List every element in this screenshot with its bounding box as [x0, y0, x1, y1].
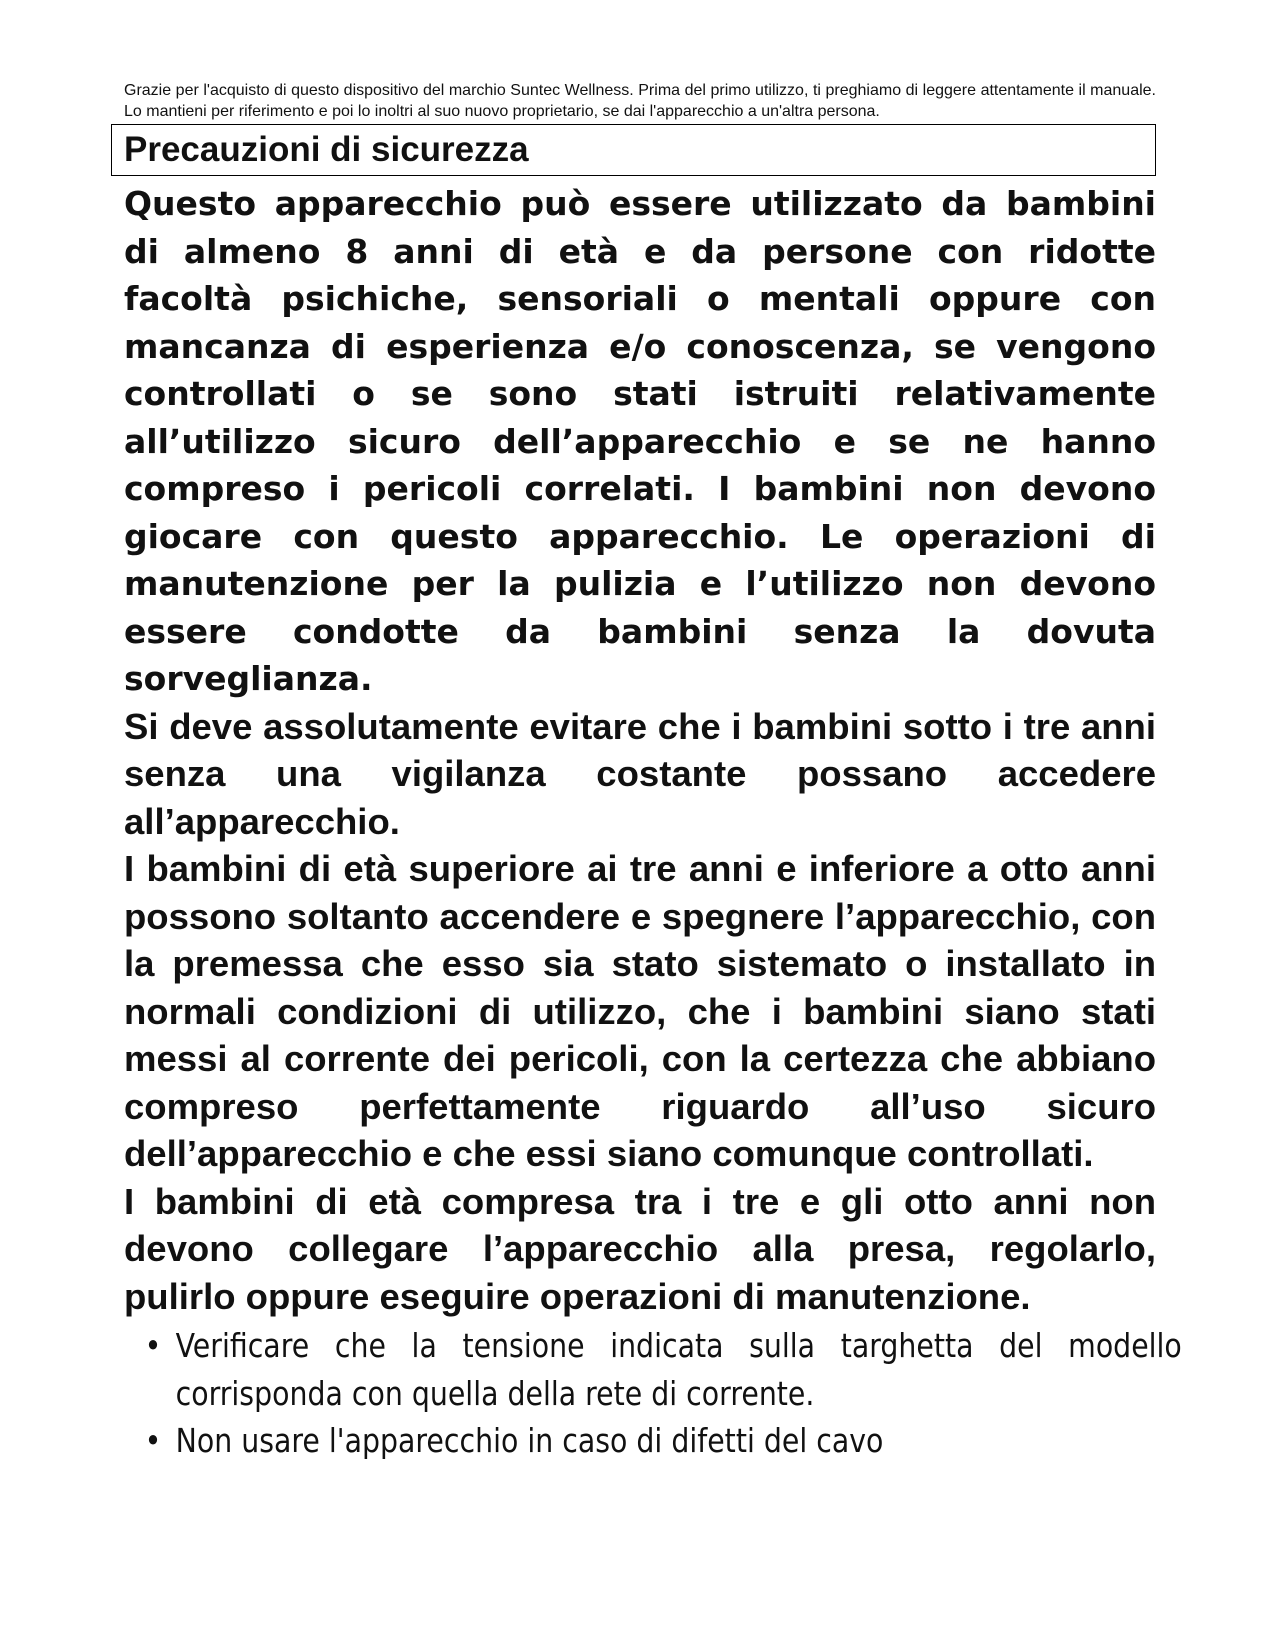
safety-bullet-list: [124, 1322, 1182, 1465]
bullet-text: Non usare l'apparecchio in caso di difetti del cavo: [175, 1421, 884, 1460]
list-item: [124, 1322, 1182, 1417]
safety-paragraph-three-to-eight: I bambini di età superiore ai tre anni e inferiore a otto anni possono soltanto accendere e spegnere l’apparecchio, con la premessa che esso sia stato sistemato o installato in normali condizioni di utilizzo, che i bambini siano stati messi al corrente dei pericoli, con la certezza che abbiano compreso perfettamente riguardo all’uso sicuro dell’apparecchio e che essi siano comunque controllati.: [124, 848, 1156, 1174]
section-heading-box: [111, 124, 1156, 176]
section-heading: Precauzioni di sicurezza: [124, 130, 529, 169]
safety-paragraph-no-maintenance: I bambini di età compresa tra i tre e gli otto anni non devono collegare l’apparecchio alla presa, regolarlo, pulirlo oppure eseguire operazioni di manutenzione.: [124, 1180, 1156, 1317]
bullet-icon: •: [144, 1326, 162, 1365]
manual-page: [124, 80, 1182, 1465]
bullet-icon: •: [144, 1421, 162, 1460]
bullet-text: Verificare che la tensione indicata sulla targhetta del modello corrisponda con quella della rete di corrente.: [175, 1326, 1182, 1413]
safety-paragraph-children-8-years: Questo apparecchio può essere utilizzato da bambini di almeno 8 anni di età e da persone con ridotte facoltà psichiche, sensoriali o mentali oppure con mancanza di esperienza e/o conoscenza, se vengono controllati o se sono stati istruiti relativamente all’utilizzo sicuro dell’apparecchio e se ne hanno compreso i pericoli correlati. I bambini non devono giocare con questo apparecchio. Le operazioni di manutenzione per la pulizia e l’utilizzo non devono essere condotte da bambini senza la dovuta sorveglianza.: [124, 184, 1156, 698]
list-item: [124, 1417, 1182, 1465]
safety-paragraph-under-three: Si deve assolutamente evitare che i bambini sotto i tre anni senza una vigilanza costante possano accedere all’apparecchio.: [124, 705, 1156, 842]
intro-text: Grazie per l'acquisto di questo dispositivo del marchio Suntec Wellness. Prima del primo utilizzo, ti preghiamo di leggere attentamente il manuale. Lo mantieni per riferimento e poi lo inoltri al suo nuovo proprietario, se dai l'apparecchio a un'altra persona.: [124, 82, 1156, 120]
